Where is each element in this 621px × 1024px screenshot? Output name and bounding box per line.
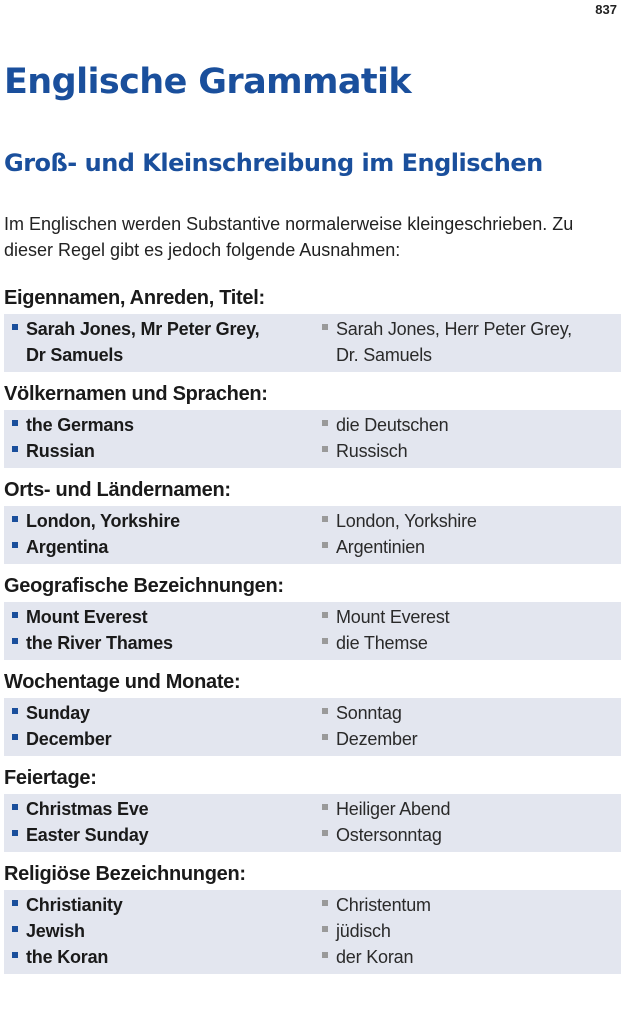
example-box [4,890,621,974]
page-number: 837 [595,2,617,17]
german-text: die Deutschen [336,415,449,435]
example-row [4,508,621,534]
german-text: Ostersonntag [336,825,442,845]
example-row [4,822,621,848]
english-example [4,892,312,918]
example-box [4,794,621,852]
section-heading: Völkernamen und Sprachen: [4,383,268,405]
example-box [4,314,621,372]
german-translation [312,726,621,752]
german-text: Dezember [336,729,418,749]
square-bullet-icon [12,708,18,714]
english-text: the Koran [26,947,109,967]
english-text: Sunday [26,703,90,723]
german-text: Mount Everest [336,607,450,627]
german-text: Heiliger Abend [336,799,451,819]
square-bullet-icon [12,446,18,452]
square-bullet-icon [12,830,18,836]
example-row [4,918,621,944]
english-text: Jewish [26,921,85,941]
english-text: Argentina [26,537,109,557]
rule-section [0,474,621,564]
english-text: Easter Sunday [26,825,149,845]
square-bullet-icon [322,542,328,548]
rule-sections [0,282,621,980]
german-translation [312,918,621,944]
english-text: Christmas Eve [26,799,149,819]
section-heading: Geografische Bezeichnungen: [4,575,284,597]
rule-section [0,378,621,468]
square-bullet-icon [322,446,328,452]
page-title: Englische Grammatik [4,62,412,102]
english-example [4,438,312,464]
example-box [4,410,621,468]
english-example [4,726,312,752]
english-example [4,534,312,560]
square-bullet-icon [322,638,328,644]
example-row [4,604,621,630]
german-translation [312,604,621,630]
english-text: Christianity [26,895,123,915]
english-example [4,316,312,368]
german-text: die Themse [336,633,428,653]
german-text: jüdisch [336,921,391,941]
german-text: der Koran [336,947,414,967]
section-heading: Orts- und Ländernamen: [4,479,231,501]
section-heading: Eigennamen, Anreden, Titel: [4,287,265,309]
english-example [4,796,312,822]
example-row [4,944,621,970]
german-translation [312,534,621,560]
german-translation [312,508,621,534]
example-row [4,700,621,726]
square-bullet-icon [322,734,328,740]
square-bullet-icon [322,900,328,906]
example-row [4,630,621,656]
intro-paragraph: Im Englischen werden Substantive normalerweise kleingeschrieben. Zu dieser Regel gibt es jedoch folgende Ausnahmen: [4,214,574,260]
german-text: Sonntag [336,703,402,723]
english-example [4,630,312,656]
german-translation [312,412,621,438]
english-example [4,918,312,944]
square-bullet-icon [322,830,328,836]
square-bullet-icon [322,926,328,932]
square-bullet-icon [12,612,18,618]
german-translation [312,822,621,848]
example-row [4,892,621,918]
square-bullet-icon [12,926,18,932]
english-text: London, Yorkshire [26,511,180,531]
english-example [4,508,312,534]
german-translation [312,700,621,726]
square-bullet-icon [322,708,328,714]
english-text: the River Thames [26,633,173,653]
square-bullet-icon [12,516,18,522]
example-box [4,506,621,564]
english-text: Sarah Jones, Mr Peter Grey, Dr Samuels [26,319,260,365]
example-row [4,726,621,752]
english-text: Mount Everest [26,607,148,627]
german-text: London, Yorkshire [336,511,477,531]
english-example [4,700,312,726]
square-bullet-icon [322,420,328,426]
german-translation [312,438,621,464]
square-bullet-icon [12,542,18,548]
example-row [4,412,621,438]
english-text: December [26,729,112,749]
german-translation [312,630,621,656]
german-translation [312,892,621,918]
square-bullet-icon [12,638,18,644]
rule-section [0,282,621,372]
german-text: Russisch [336,441,408,461]
square-bullet-icon [12,900,18,906]
english-example [4,412,312,438]
square-bullet-icon [12,324,18,330]
english-text: Russian [26,441,95,461]
rule-section [0,570,621,660]
english-text: the Germans [26,415,134,435]
english-example [4,822,312,848]
square-bullet-icon [322,612,328,618]
section-heading: Feiertage: [4,767,97,789]
square-bullet-icon [12,734,18,740]
rule-section [0,666,621,756]
square-bullet-icon [322,952,328,958]
example-row [4,316,621,368]
example-row [4,438,621,464]
square-bullet-icon [322,516,328,522]
square-bullet-icon [12,804,18,810]
section-heading: Religiöse Bezeichnungen: [4,863,246,885]
german-text: Argentinien [336,537,425,557]
example-box [4,698,621,756]
german-translation [312,944,621,970]
english-example [4,944,312,970]
example-box [4,602,621,660]
example-row [4,796,621,822]
rule-section [0,858,621,974]
german-text: Sarah Jones, Herr Peter Grey, Dr. Samuels [336,319,572,365]
german-translation [312,796,621,822]
german-text: Christentum [336,895,431,915]
section-heading: Wochentage und Monate: [4,671,241,693]
example-row [4,534,621,560]
square-bullet-icon [12,952,18,958]
square-bullet-icon [322,804,328,810]
rule-section [0,762,621,852]
section-title: Groß- und Kleinschreibung im Englischen [4,149,543,177]
square-bullet-icon [12,420,18,426]
english-example [4,604,312,630]
square-bullet-icon [322,324,328,330]
german-translation [312,316,621,368]
